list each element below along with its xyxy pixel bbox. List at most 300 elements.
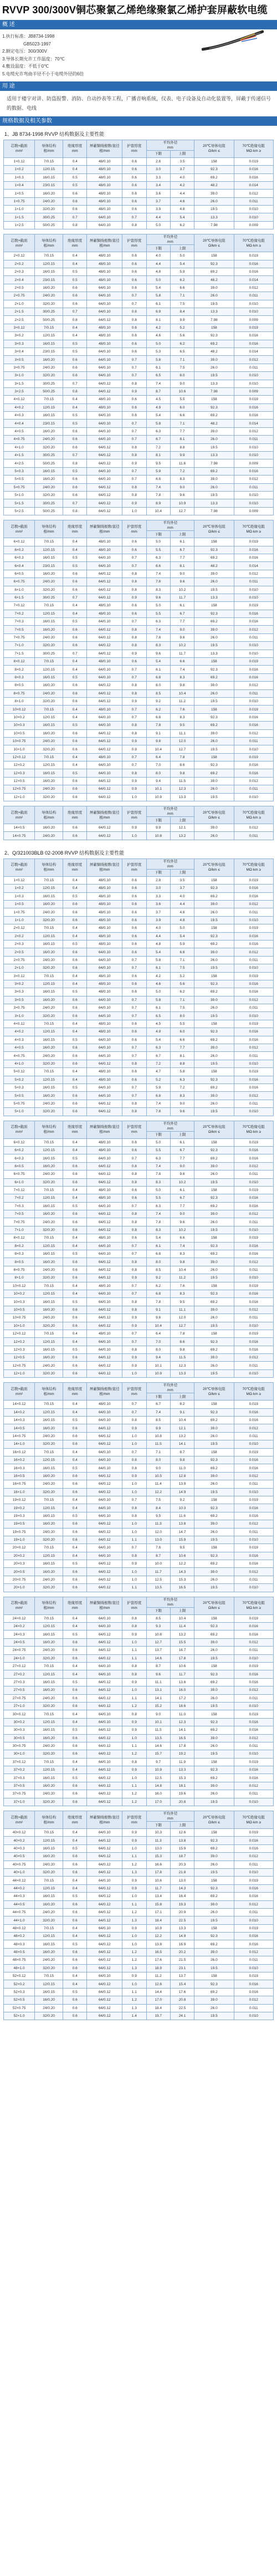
table-cell: 0.4 [63,1242,87,1250]
table-cell: 0.6 [122,206,146,213]
table-cell: 12/0.15 [35,1623,63,1631]
table-cell: 64/0.12 [87,452,122,459]
table-row [4,1036,274,1044]
table-cell: 10.4 [170,1266,194,1274]
table-cell: 0.5 [63,1678,87,1686]
table-cell: 4×0.2 [4,403,35,411]
table-row [4,722,274,729]
table-cell: 0.6 [63,633,87,641]
table-cell: 64/0.10 [87,467,122,475]
table-cell: 0.6 [63,2004,87,2012]
table-cell: 0.6 [63,832,87,840]
table-cell: 0.010 [234,372,273,380]
table-cell: 6×0.75 [4,1171,35,1178]
table-cell: 0.8 [122,586,146,594]
table-cell: 9.2 [146,697,170,705]
table-cell: 0.5 [63,412,87,420]
table-cell: 5.6 [170,980,194,988]
table-cell: 92.3 [194,166,234,173]
header-insulation-part: 绝缘厚度 [68,524,83,529]
table-cell: 8.5 [146,689,170,697]
header-strand [35,520,63,538]
table-cell: 48/0.10 [87,1401,122,1408]
table-cell: 13.2 [170,832,194,840]
table-cell: 1×0.75 [4,197,35,205]
table-cell: 8.8 [170,1060,194,1067]
header-outer-diameter-part: mm [167,526,173,530]
header-sheath [122,1811,146,1829]
standard-line: 4.敷设温度：不低于0℃ [2,64,49,69]
table-cell: 69.2 [194,673,234,681]
table-cell: 24/0.20 [35,1432,63,1440]
table-row [4,1853,274,1861]
table-cell: 0.7 [122,1401,146,1408]
header-insulation-resistance-part: MΩ·km ≥ [246,815,261,820]
table-cell: 4.8 [146,268,170,276]
table-cell: 64/0.12 [87,1694,122,1702]
table-cell: 48/0.10 [87,206,122,213]
table-cell: 7.8 [146,491,170,499]
table-cell: 48/0.10 [87,1020,122,1028]
table-cell: 69.2 [194,1346,234,1353]
header-shield-part: 屏蔽铜线根数/直径 [89,1815,120,1819]
table-cell: 3.5 [170,157,194,165]
table-cell: 5.8 [146,956,170,964]
table-cell: 64/0.10 [87,1623,122,1631]
table-cell: 0.7 [122,1004,146,1012]
table-cell: 64/0.10 [87,1052,122,1060]
table-cell: 0.010 [234,2012,273,2020]
table-row [4,412,274,420]
table-cell: 0.6 [122,173,146,181]
table-cell: 0.016 [234,1464,273,1472]
table-cell: 0.012 [234,1853,273,1861]
table-cell: 1.3 [122,1916,146,1924]
header-strand-part: 导体结构 [42,1815,57,1819]
table-cell: 64/0.10 [87,1670,122,1678]
table-cell: 1×0.5 [4,190,35,197]
table-row [4,996,274,1004]
table-cell: 0.7 [122,1282,146,1290]
table-cell: 19.5 [194,964,234,972]
table-cell: 0.6 [63,1584,87,1592]
table-row [4,1631,274,1638]
table-gap [0,801,277,806]
table-cell: 1.0 [122,1528,146,1536]
table-cell: 0.5 [63,988,87,996]
header-insulation-resistance [234,1121,273,1138]
table-cell: 19.5 [194,300,234,308]
table-cell: 7.1 [170,420,194,427]
table-cell: 27×1.0 [4,1702,35,1710]
table-cell: 12/0.15 [35,332,63,340]
table-cell: 3.5 [170,876,194,884]
table-cell: 37×1.0 [4,1798,35,1806]
table-cell: 0.010 [234,1108,273,1116]
table-row [4,1560,274,1568]
header-resistance-part: Ω/km ≤ [208,529,220,534]
table-cell: 69.2 [194,892,234,900]
table-cell: 4.9 [146,1028,170,1036]
table-cell: 0.6 [63,1694,87,1702]
table-cell: 0.016 [234,1154,273,1162]
table-cell: 64/0.12 [87,689,122,697]
table-cell: 158 [194,1138,234,1146]
table-cell: 6.8 [146,1092,170,1100]
table-cell: 12×0.3 [4,1346,35,1353]
table-cell: 19.5 [194,697,234,705]
table-cell: 10.4 [170,689,194,697]
table-cell: 4×0.75 [4,436,35,443]
table-row [4,364,274,371]
table-cell: 64/0.10 [87,1202,122,1210]
table-cell: 11.3 [146,1837,170,1844]
table-cell: 69.2 [194,722,234,729]
header-insulation-resistance-part: 70℃绝缘电阻 [242,524,265,529]
table-cell: 64/0.12 [87,1226,122,1234]
table-row [4,1401,274,1408]
table-cell: 0.4 [63,1456,87,1464]
header-od-lower: 下限 [146,817,170,824]
table-cell: 4×0.75 [4,1052,35,1060]
table-cell: 9.3 [146,1623,170,1631]
table-cell: 0.8 [122,491,146,499]
table-cell: 64/0.10 [87,1036,122,1044]
table-cell: 1.0 [122,1774,146,1782]
table-cell: 64/0.12 [87,1678,122,1686]
table-cell: 14×0.2 [4,1408,35,1416]
table-cell: 0.012 [234,1044,273,1052]
table-cell: 0.011 [234,292,273,300]
table-cell: 7.8 [146,1108,170,1116]
table-cell: 64/0.12 [87,1964,122,1972]
table-cell: 6.7 [146,1052,170,1060]
table-cell: 64/0.10 [87,1290,122,1297]
table-cell: 16/0.15 [35,1940,63,1948]
table-row [4,924,274,932]
table-cell: 0.6 [63,1472,87,1480]
table-cell: 0.6 [63,785,87,793]
table-cell: 30×0.5 [4,1734,35,1742]
table-cell: 64/0.10 [87,722,122,729]
table-cell: 158 [194,1614,234,1622]
table-cell: 0.8 [122,1758,146,1766]
spec-table [3,520,274,801]
table-cell: 64/0.10 [87,412,122,420]
table-header-row [4,1121,274,1131]
table-cell: 0.016 [234,1837,273,1844]
table-cell: 0.6 [63,570,87,577]
table-cell: 19.5 [194,916,234,924]
table-cell: 0.010 [234,443,273,451]
table-cell: 6.1 [170,1186,194,1194]
table-cell: 158 [194,252,234,260]
table-cell: 0.8 [122,682,146,689]
table-row [4,682,274,689]
table-cell: 0.9 [122,1829,146,1837]
table-cell: 6×0.75 [4,578,35,586]
table-cell: 48×0.5 [4,1948,35,1956]
table-cell: 27×0.75 [4,1694,35,1702]
table-cell: 12/0.15 [35,1718,63,1726]
table-cell: 11.2 [170,1274,194,1282]
table-cell: 3×1.0 [4,1012,35,1020]
table-cell: 0.7 [122,996,146,1004]
table-cell: 10.1 [146,785,170,793]
table-cell: 24/0.20 [35,633,63,641]
table-cell: 0.016 [234,1028,273,1036]
table-cell: 10×0.3 [4,1298,35,1306]
table-cell: 0.011 [234,1218,273,1226]
table-cell: 26.0 [194,785,234,793]
standard-line: 2.额定电压：300/300V [2,49,47,54]
table-cell: 0.4 [63,1408,87,1416]
table-cell: 0.4 [63,1401,87,1408]
table-cell: 0.6 [63,1004,87,1012]
table-row [4,618,274,626]
table-cell: 40×0.3 [4,1844,35,1852]
table-cell: 0.7 [122,753,146,761]
table-row [4,538,274,546]
spec-table [3,234,274,515]
table-cell: 32/0.20 [35,1322,63,1330]
table-row [4,1456,274,1464]
table-cell: 16/0.20 [35,570,63,577]
table-row [4,316,274,324]
table-cell: 24/0.20 [35,1171,63,1178]
table-cell: 48/0.10 [87,1028,122,1036]
header-outer-diameter-part: 平均外径 [163,859,178,863]
table-cell: 0.8 [122,1226,146,1234]
table-cell: 7/0.15 [35,1758,63,1766]
table-row [4,380,274,387]
header-shield-part: 屏蔽铜线根数/直径 [89,524,120,529]
table-cell: 48/0.10 [87,157,122,165]
table-cell: 44×0.75 [4,1908,35,1916]
table-cell: 5×0.3 [4,467,35,475]
table-cell: 9.8 [146,1314,170,1322]
table-cell: 0.016 [234,1194,273,1202]
table-cell: 69.2 [194,1154,234,1162]
table-cell: 13.8 [170,1520,194,1528]
table-cell: 0.6 [63,901,87,908]
table-cell: 17.8 [170,1654,194,1662]
table-cell: 12/0.15 [35,1290,63,1297]
table-cell: 8.7 [170,1448,194,1456]
table-cell: 1.1 [122,1584,146,1592]
table-cell: 0.7 [122,1092,146,1100]
table-row [4,1766,274,1774]
standard-line: 1.执行标准：JB8734-1998 [2,34,55,39]
table-gap [0,1592,277,1597]
table-cell: 16/0.20 [35,1782,63,1790]
table-cell: 7/0.15 [35,538,63,546]
table-cell: 0.6 [63,1638,87,1646]
table-cell: 26.0 [194,1956,234,1964]
header-resistance-part: 20℃导体电阻 [203,1387,225,1391]
table-cell: 0.7 [122,1496,146,1504]
table-cell: 13.3 [170,1369,194,1377]
table-cell: 64/0.10 [87,292,122,300]
table-cell: 92.3 [194,546,234,554]
header-insulation [63,858,87,876]
header-outer-diameter-part: 平均外径 [163,521,178,525]
table-cell: 48/0.10 [87,260,122,268]
table-cell: 0.6 [122,260,146,268]
table-cell: 0.019 [234,1614,273,1622]
table-cell: 158 [194,876,234,884]
table-gap [0,2020,277,2025]
table-cell: 9.0 [146,1710,170,1718]
table-cell: 11.4 [146,1480,170,1488]
table-cell: 24.1 [170,2012,194,2020]
table-cell: 0.019 [234,1758,273,1766]
table-cell: 0.6 [63,284,87,292]
table-cell: 12.2 [146,1488,170,1496]
table-cell: 0.010 [234,1274,273,1282]
table-cell: 5×1.0 [4,491,35,499]
table-cell: 64/0.10 [87,1448,122,1456]
table-row [4,221,274,229]
header-strand-part: 导体结构 [42,1125,57,1129]
table-cell: 16/0.20 [35,729,63,737]
table-cell: 50/0.25 [35,459,63,467]
table-cell: 0.8 [122,1346,146,1353]
table-cell: 2×0.3 [4,268,35,276]
table-cell: 0.010 [234,594,273,601]
table-cell: 64/0.12 [87,1861,122,1868]
table-cell: 1.1 [122,1853,146,1861]
table-cell: 0.5 [63,1417,87,1424]
table-cell: 0.012 [234,284,273,292]
table-cell: 0.4 [63,1924,87,1932]
table-row [4,1718,274,1726]
table-cell: 0.7 [63,213,87,221]
table-cell: 10.1 [146,1362,170,1369]
table-cell: 158 [194,1758,234,1766]
table-cell: 2×1.5 [4,308,35,316]
table-cell: 5.5 [146,610,170,617]
table-cell: 48/0.10 [87,1146,122,1154]
table-cell: 16/0.15 [35,892,63,900]
table-cell: 6.0 [170,1028,194,1036]
table-cell: 0.8 [122,1178,146,1186]
table-cell: 0.5 [63,1346,87,1353]
header-outer-diameter-part: 平均外径 [163,1812,178,1816]
table-cell: 23/0.15 [35,181,63,189]
table-cell: 64/0.10 [87,1242,122,1250]
table-cell: 6.7 [170,1146,194,1154]
table-cell: 32/0.20 [35,1060,63,1067]
table-cell: 0.7 [122,1202,146,1210]
table-cell: 0.7 [122,964,146,972]
table-cell: 26.0 [194,292,234,300]
table-cell: 0.009 [234,221,273,229]
table-cell: 1.4 [122,2012,146,2020]
header-resistance-part: Ω/km ≤ [208,1392,220,1396]
table-cell: 7.6 [170,706,194,713]
table-cell: 1.0 [122,1893,146,1900]
table-cell: 0.6 [63,372,87,380]
header-resistance-part: Ω/km ≤ [208,868,220,872]
table-cell: 0.6 [63,1171,87,1178]
table-cell: 64/0.10 [87,554,122,561]
table-cell: 0.6 [63,1060,87,1067]
table-cell: 64/0.12 [87,1956,122,1964]
table-row [4,1266,274,1274]
table-row [4,1614,274,1622]
header-resistance [194,234,234,252]
table-cell: 92.3 [194,1670,234,1678]
table-cell: 30/0.25 [35,650,63,657]
table-cell: 48/0.10 [87,980,122,988]
table-cell: 7.1 [170,356,194,364]
table-cell: 8.0 [146,769,170,777]
table-cell: 9.0 [170,380,194,387]
table-cell: 16/0.15 [35,554,63,561]
table-cell: 19.7 [146,2012,170,2020]
table-row [4,546,274,554]
table-cell: 0.6 [63,1996,87,2004]
table-row [4,1298,274,1306]
table-cell: 0.9 [122,1560,146,1568]
table-cell: 0.6 [122,1186,146,1194]
table-cell: 0.010 [234,1322,273,1330]
table-cell: 0.5 [63,1893,87,1900]
table-cell: 0.011 [234,1266,273,1274]
table-cell: 69.2 [194,467,234,475]
table-cell: 4.4 [170,190,194,197]
table-cell: 8.4 [170,308,194,316]
header-outer-diameter [146,806,194,817]
table-cell: 5×0.75 [4,1100,35,1107]
table-row [4,602,274,610]
table-cell: 64/0.10 [87,1496,122,1504]
table-cell: 19.5 [194,1654,234,1662]
table-row [4,499,274,507]
table-cell: 0.011 [234,1362,273,1369]
table-cell: 64/0.12 [87,1940,122,1948]
table-cell: 0.019 [234,1138,273,1146]
table-cell: 0.019 [234,1544,273,1552]
header-insulation-part: 绝缘厚度 [68,863,83,867]
table-cell: 48/0.10 [87,403,122,411]
table-cell: 24/0.20 [35,2004,63,2012]
table-cell: 5.5 [146,1194,170,1202]
table-cell: 6×0.2 [4,1146,35,1154]
table-cell: 0.9 [122,499,146,507]
table-cell: 1.1 [122,1782,146,1790]
table-cell: 20.8 [170,1996,194,2004]
table-cell: 7.7 [170,554,194,561]
table-cell: 26.0 [194,1004,234,1012]
table-row [4,1044,274,1052]
table-cell: 0.8 [63,387,87,395]
table-cell: 0.4 [63,1718,87,1726]
table-row [4,1028,274,1036]
table-cell: 23/0.15 [35,562,63,570]
table-cell: 64/0.12 [87,1568,122,1576]
table-cell: 0.010 [234,1868,273,1876]
table-cell: 0.9 [122,785,146,793]
table-row [4,610,274,617]
table-cell: 0.8 [122,452,146,459]
table-row [4,761,274,769]
header-sheath-part: mm [131,1820,137,1824]
table-cell: 39.0 [194,1210,234,1218]
table-cell: 48/0.10 [87,940,122,948]
table-cell: 39.0 [194,1996,234,2004]
